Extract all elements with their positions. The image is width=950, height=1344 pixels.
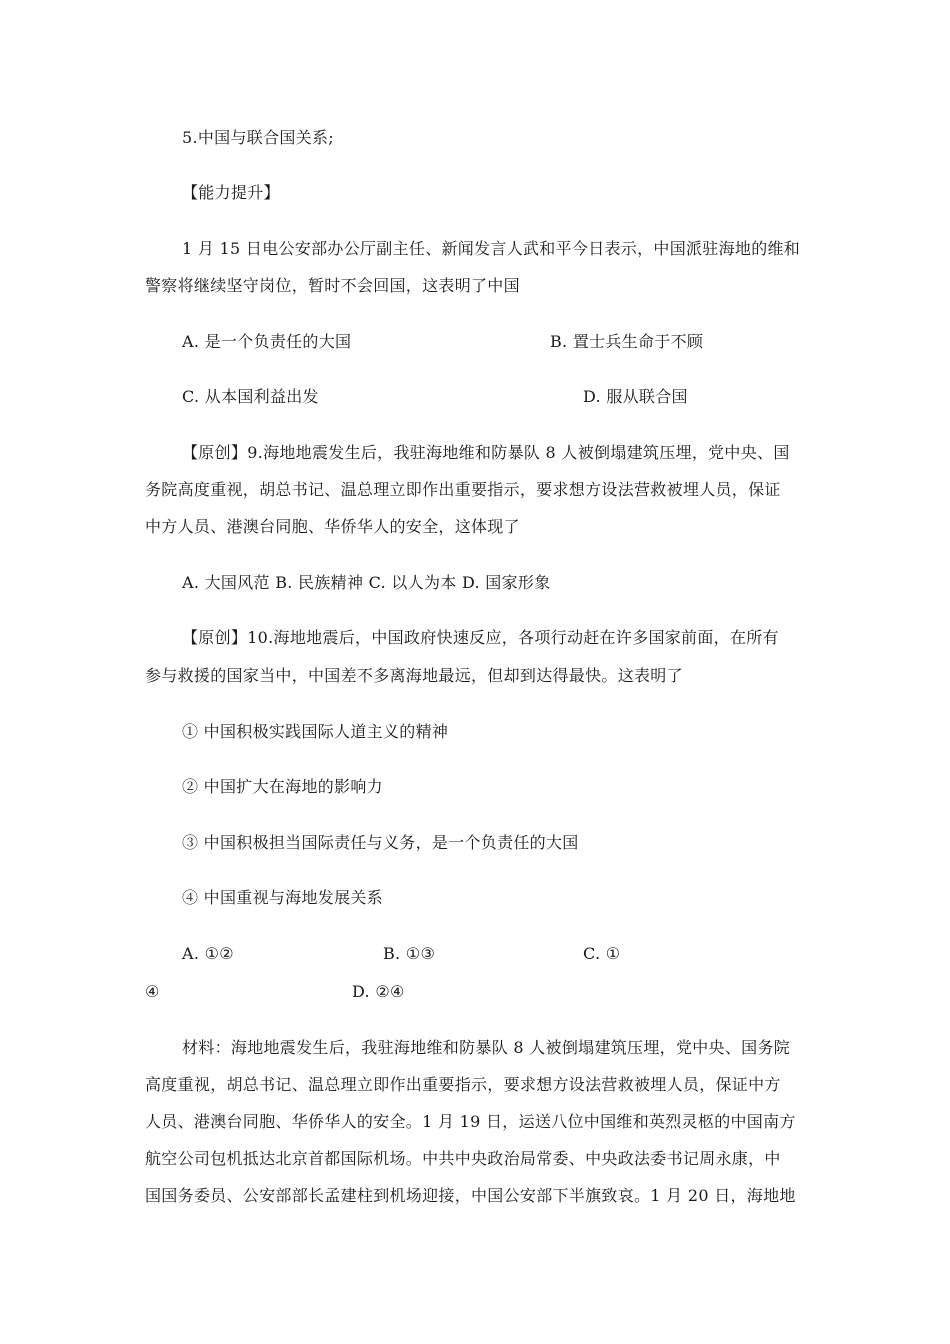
q10-item-1: ① 中国积极实践国际人道主义的精神: [182, 722, 449, 741]
q1-stem-line2: 警察将继续坚守岗位，暂时不会回国，这表明了中国: [145, 276, 520, 295]
ability-heading: 【能力提升】: [182, 183, 280, 202]
material-line2: 高度重视，胡总书记、温总理立即作出重要指示，要求想方设法营救被埋人员，保证中方: [145, 1075, 781, 1094]
q9-options: A. 大国风范 B. 民族精神 C. 以人为本 D. 国家形象: [182, 573, 551, 592]
q1-option-a: A. 是一个负责任的大国: [182, 332, 352, 351]
material-line1: 材料：海地地震发生后，我驻海地维和防暴队 8 人被倒塌建筑压埋，党中央、国务院: [182, 1038, 791, 1057]
material-line5: 国国务委员、公安部部长孟建柱到机场迎接，中国公安部下半旗致哀。1 月 20 日，海地地: [145, 1186, 796, 1205]
q9-stem-line2: 务院高度重视，胡总书记、温总理立即作出重要指示，要求想方设法营救被埋人员，保证: [145, 480, 781, 499]
q10-stem-line1: 【原创】10.海地地震后，中国政府快速反应，各项行动赶在许多国家前面，在所有: [182, 628, 779, 647]
q10-option-d: D. ②④: [352, 982, 405, 1001]
q1-option-d: D. 服从联合国: [583, 387, 688, 406]
material-line3: 人员、港澳台同胞、华侨华人的安全。1 月 19 日，运送八位中国维和英烈灵柩的中国南方: [145, 1112, 796, 1131]
q10-option-c-continued: ④: [145, 982, 160, 1001]
material-line4: 航空公司包机抵达北京首都国际机场。中共中央政治局常委、中央政法委书记周永康，中: [145, 1149, 781, 1168]
q10-item-4: ④ 中国重视与海地发展关系: [182, 888, 383, 907]
q10-stem-line2: 参与救援的国家当中，中国差不多离海地最远，但却到达得最快。这表明了: [145, 666, 683, 685]
q10-option-c: C. ①: [583, 944, 621, 963]
q10-option-a: A. ①②: [182, 944, 234, 963]
q1-option-b: B. 置士兵生命于不顾: [550, 332, 704, 351]
q9-stem-line1: 【原创】9.海地地震发生后，我驻海地维和防暴队 8 人被倒塌建筑压埋，党中央、国: [182, 443, 790, 462]
q9-stem-line3: 中方人员、港澳台同胞、华侨华人的安全，这体现了: [145, 517, 520, 536]
q10-item-2: ② 中国扩大在海地的影响力: [182, 777, 383, 796]
q10-item-3: ③ 中国积极担当国际责任与义务，是一个负责任的大国: [182, 833, 579, 852]
section-heading: 5.中国与联合国关系;: [182, 128, 334, 147]
q1-option-c: C. 从本国利益出发: [182, 387, 319, 406]
q10-option-b: B. ①③: [383, 944, 436, 963]
q1-stem-line1: 1 月 15 日电公安部办公厅副主任、新闻发言人武和平今日表示，中国派驻海地的维和: [182, 239, 801, 258]
